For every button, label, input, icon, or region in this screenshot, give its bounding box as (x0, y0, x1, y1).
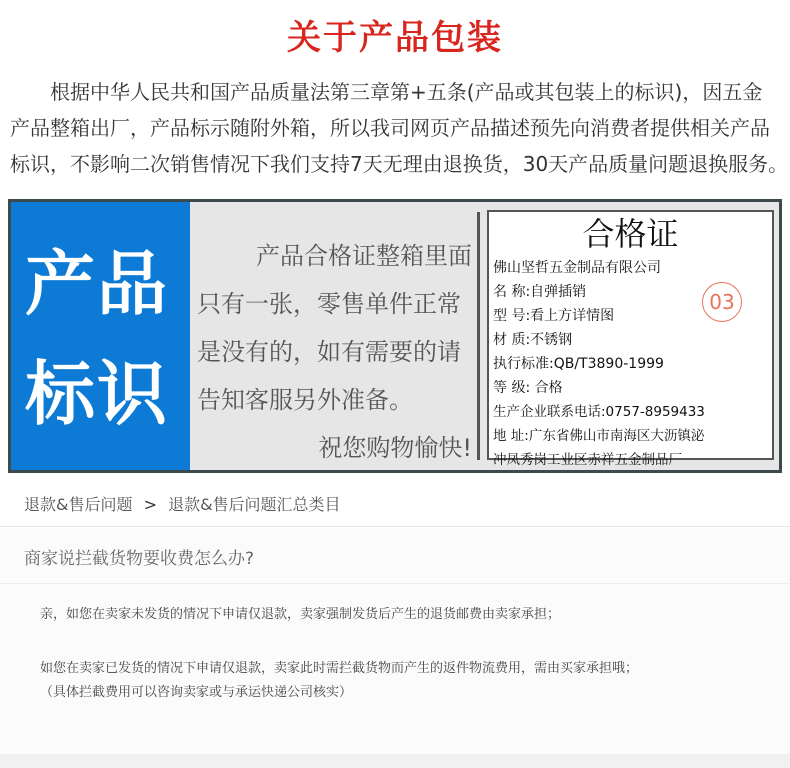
breadcrumb-item-summary[interactable]: 退款&售后问题汇总类目 (168, 495, 341, 514)
faq-question: 商家说拦截货物要收费怎么办? (24, 549, 255, 569)
certificate-notice (197, 232, 472, 472)
notice-line: 是没有的，如有需要的请 (197, 338, 461, 366)
notice-line: 告知客服另外准备。 (197, 386, 413, 414)
certificate-name: 名 称:自弹插销 (493, 284, 587, 300)
faq-answer: 如您在卖家已发货的情况下申请仅退款，卖家此时需拦截货物而产生的返件物流费用，需由买家承担哦； (40, 661, 639, 676)
product-label-banner (8, 199, 782, 473)
breadcrumb (24, 492, 341, 515)
divider (0, 526, 790, 527)
certificate-title: 合格证 (582, 215, 679, 253)
page-title: 关于产品包装 (287, 18, 503, 58)
certificate-address: 地 址:广东省佛山市南海区大沥镇泌 (493, 428, 705, 444)
certificate-company: 佛山坚哲五金制品有限公司 (493, 260, 661, 276)
intro-paragraph (10, 74, 789, 182)
inspection-stamp: 03 (702, 282, 742, 322)
bottom-bar (0, 754, 790, 768)
intro-line: 标识，不影响二次销售情况下我们支持7天无理由退换货，30天产品质量问题退换服务。 (10, 152, 789, 176)
divider (477, 212, 480, 460)
intro-line: 产品整箱出厂，产品标示随附外箱，所以我司网页产品描述预先向消费者提供相关产品 (10, 116, 770, 140)
divider (0, 583, 790, 584)
faq-answer: 亲，如您在卖家未发货的情况下申请仅退款，卖家强制发货后产生的退货邮费由卖家承担； (40, 607, 561, 622)
notice-line: 祝您购物愉快! (318, 434, 472, 462)
breadcrumb-item-refund[interactable]: 退款&售后问题 (24, 495, 133, 514)
certificate-standard: 执行标准:QB/T3890-1999 (493, 356, 664, 372)
product-label-panel (11, 202, 190, 470)
certificate-model: 型 号:看上方详情图 (493, 308, 615, 324)
product-label-heading: 产品 (25, 243, 169, 325)
notice-line: 产品合格证整箱里面 (256, 242, 472, 270)
faq-card (0, 528, 790, 754)
faq-answer: （具体拦截费用可以咨询卖家或与承运快递公司核实） (40, 685, 353, 700)
certificate-material: 材 质:不锈钢 (493, 332, 573, 348)
product-label-heading: 标识 (25, 353, 169, 435)
intro-line: 根据中华人民共和国产品质量法第三章第+五条(产品或其包装上的标识)，因五金 (10, 80, 763, 104)
breadcrumb-separator: > (143, 495, 157, 514)
certificate-phone: 生产企业联系电话:0757-8959433 (493, 404, 705, 420)
certificate-address: 冲凤秀岗工业区赤祥五金制品厂 (493, 452, 682, 468)
notice-line: 只有一张，零售单件正常 (197, 290, 461, 318)
certificate-grade: 等 级: 合格 (493, 380, 563, 396)
quality-certificate (487, 210, 774, 468)
